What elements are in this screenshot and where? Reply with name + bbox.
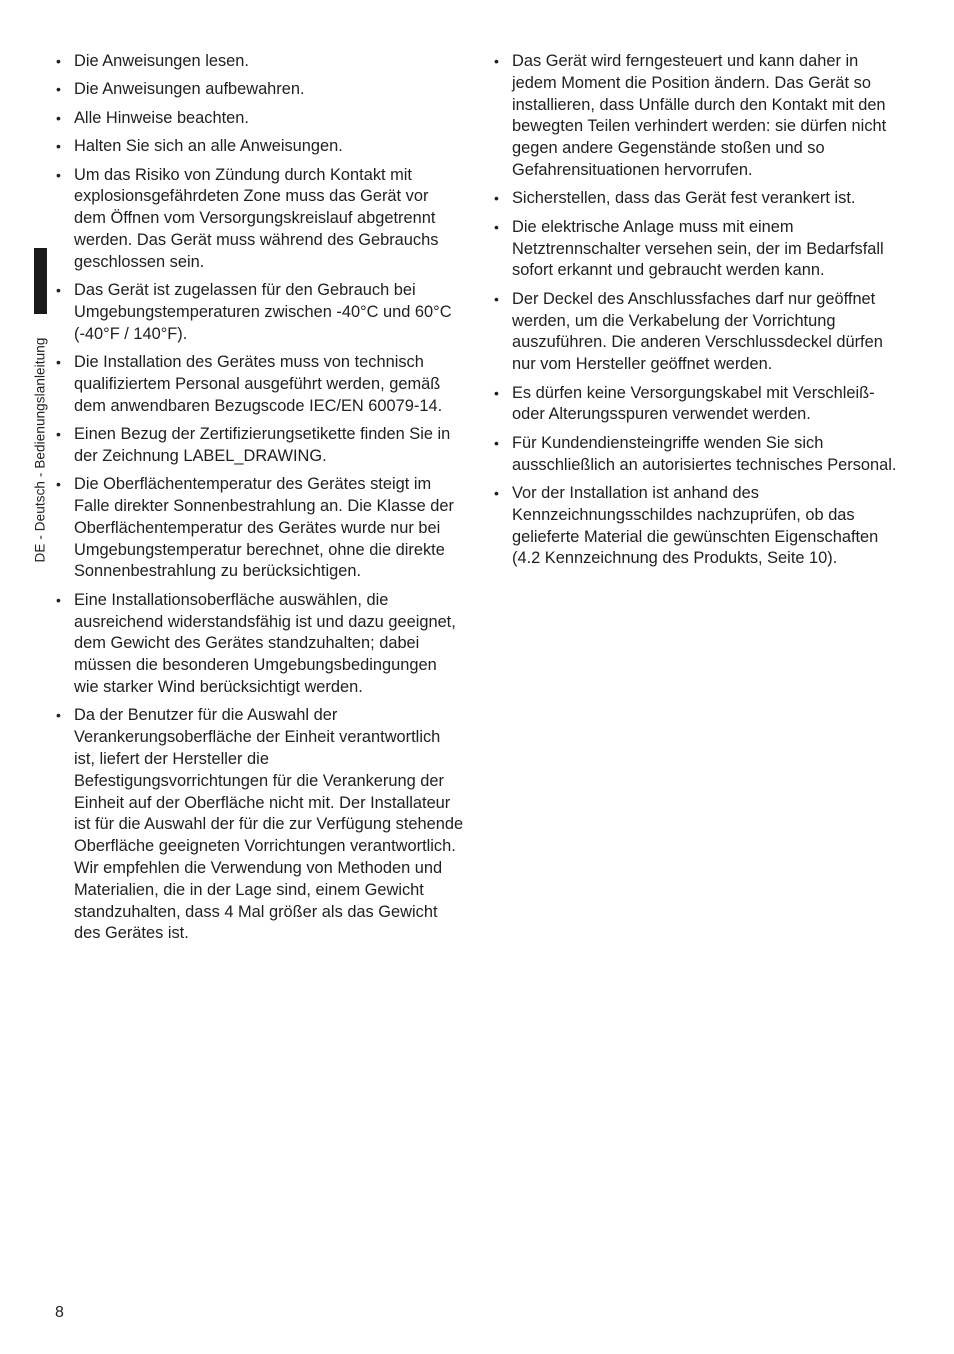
list-item-text: Der Deckel des Anschlussfaches darf nur geöffnet werden, um die Verkabelung der Vorrichtung auszuführen. Die anderen Verschlussdeckel dürfen nur vom Hersteller geöffnet werden. xyxy=(512,289,883,374)
bullet-icon: • xyxy=(56,476,61,493)
list-item-text: Die Anweisungen aufbewahren. xyxy=(74,80,305,99)
right-column xyxy=(494,51,904,577)
bullet-icon: • xyxy=(56,81,61,98)
list-item-text: Sicherstellen, dass das Gerät fest verankert ist. xyxy=(512,189,856,208)
list-item-text: Da der Benutzer für die Auswahl der Verankerungsoberfläche der Einheit verantwortlich ist, liefert der Hersteller die Befestigungsvorrichtungen für die Verankerung der Einheit auf der Oberfläche nicht mit. Der Installateur ist für die Auswahl der für die zur Verfügung stehende Oberfläche geeigneten Vorrichtungen verantwortlich. Wir empfehlen die Verwendung von Methoden und Materialien, die in der Lage sind, einem Gewicht standzuhalten, dass 4 Mal größer als das Gewicht des Gerätes ist. xyxy=(74,706,464,943)
bullet-icon: • xyxy=(494,290,499,307)
bullet-icon: • xyxy=(56,591,61,608)
bullet-icon: • xyxy=(56,426,61,443)
left-bullet-list xyxy=(56,51,464,945)
list-item xyxy=(56,108,464,130)
list-item xyxy=(494,483,904,570)
list-item xyxy=(494,383,904,427)
list-item-text: Das Gerät wird ferngesteuert und kann daher in jedem Moment die Position ändern. Das Gerät so installieren, dass Unfälle durch den Kontakt mit den bewegten Teilen verhindert werden: sie dürfen nicht gegen andere Gegenstände stoßen und so Gefahrensituationen hervorrufen. xyxy=(512,52,887,179)
list-item-text: Für Kundendiensteingriffe wenden Sie sich ausschließlich an autorisiertes technisches Personal. xyxy=(512,433,897,474)
section-marker-tab xyxy=(34,248,47,314)
bullet-icon: • xyxy=(494,384,499,401)
list-item xyxy=(56,474,464,583)
list-item xyxy=(56,590,464,699)
list-item-text: Eine Installationsoberfläche auswählen, die ausreichend widerstandsfähig ist und dazu geeignet, dem Gewicht des Gerätes standzuhalten; dabei müssen die besonderen Umgebungsbedingungen wie starker Wind berücksichtigt werden. xyxy=(74,590,456,697)
list-item xyxy=(56,424,464,468)
list-item-text: Das Gerät ist zugelassen für den Gebrauch bei Umgebungstemperaturen zwischen -40°C und 60°C (-40°F / 140°F). xyxy=(74,281,452,343)
page-number: 8 xyxy=(55,1304,64,1321)
list-item xyxy=(494,289,904,376)
list-item-text: Um das Risiko von Zündung durch Kontakt mit explosionsgefährdeten Zone muss das Gerät vor dem Öffnen vom Versorgungskreislauf abgetrennt werden. Das Gerät muss während des Gebrauchs geschlossen sein. xyxy=(74,165,439,271)
list-item xyxy=(494,433,904,477)
bullet-icon: • xyxy=(56,109,61,126)
list-item xyxy=(494,51,904,182)
bullet-icon: • xyxy=(494,190,499,207)
bullet-icon: • xyxy=(56,707,61,724)
bullet-icon: • xyxy=(494,53,499,69)
sidebar-language-label: DE - Deutsch - Bedienungslanleitung xyxy=(32,337,48,563)
list-item xyxy=(56,79,464,101)
list-item xyxy=(56,352,464,417)
left-column xyxy=(56,51,464,952)
right-bullet-list xyxy=(494,51,904,570)
bullet-icon: • xyxy=(56,166,61,183)
list-item-text: Die Anweisungen lesen. xyxy=(74,52,249,70)
bullet-icon: • xyxy=(494,218,499,235)
list-item-text: Es dürfen keine Versorgungskabel mit Verschleiß- oder Alterungsspuren verwendet werden. xyxy=(512,383,875,424)
list-item-text: Vor der Installation ist anhand des Kennzeichnungsschildes nachzuprüfen, ob das gelieferte Material die gewünschten Eigenschaften (4.2 Kennzeichnung des Produkts, Seite 10). xyxy=(512,483,879,568)
bullet-icon: • xyxy=(56,354,61,371)
list-item xyxy=(56,280,464,345)
list-item-text: Alle Hinweise beachten. xyxy=(74,108,249,127)
bullet-icon: • xyxy=(494,434,499,451)
list-item-text: Die elektrische Anlage muss mit einem Netztrennschalter versehen sein, der im Bedarfsfall sofort erkannt und gebraucht werden kann. xyxy=(512,217,884,280)
list-item-text: Einen Bezug der Zertifizierungsetikette finden Sie in der Zeichnung LABEL_DRAWING. xyxy=(74,425,451,465)
bullet-icon: • xyxy=(494,484,499,501)
bullet-icon: • xyxy=(56,282,61,299)
list-item xyxy=(56,51,464,73)
list-item-text: Halten Sie sich an alle Anweisungen. xyxy=(74,137,343,156)
list-item xyxy=(494,188,904,210)
list-item xyxy=(56,165,464,274)
list-item xyxy=(56,705,464,945)
list-item xyxy=(494,217,904,282)
list-item xyxy=(56,136,464,158)
list-item-text: Die Installation des Gerätes muss von technisch qualifiziertem Personal ausgeführt werden, gemäß dem anwendbaren Bezugscode IEC/EN 60079-14. xyxy=(74,353,443,415)
list-item-text: Die Oberflächentemperatur des Gerätes steigt im Falle direkter Sonnenbestrahlung an. Die Klasse der Oberflächentemperatur des Gerätes wurde nur bei Umgebungstemperatur berechnet, ohne die direkte Sonnenbestrahlung zu berücksichtigen. xyxy=(74,475,454,581)
bullet-icon: • xyxy=(56,53,61,69)
bullet-icon: • xyxy=(56,138,61,155)
